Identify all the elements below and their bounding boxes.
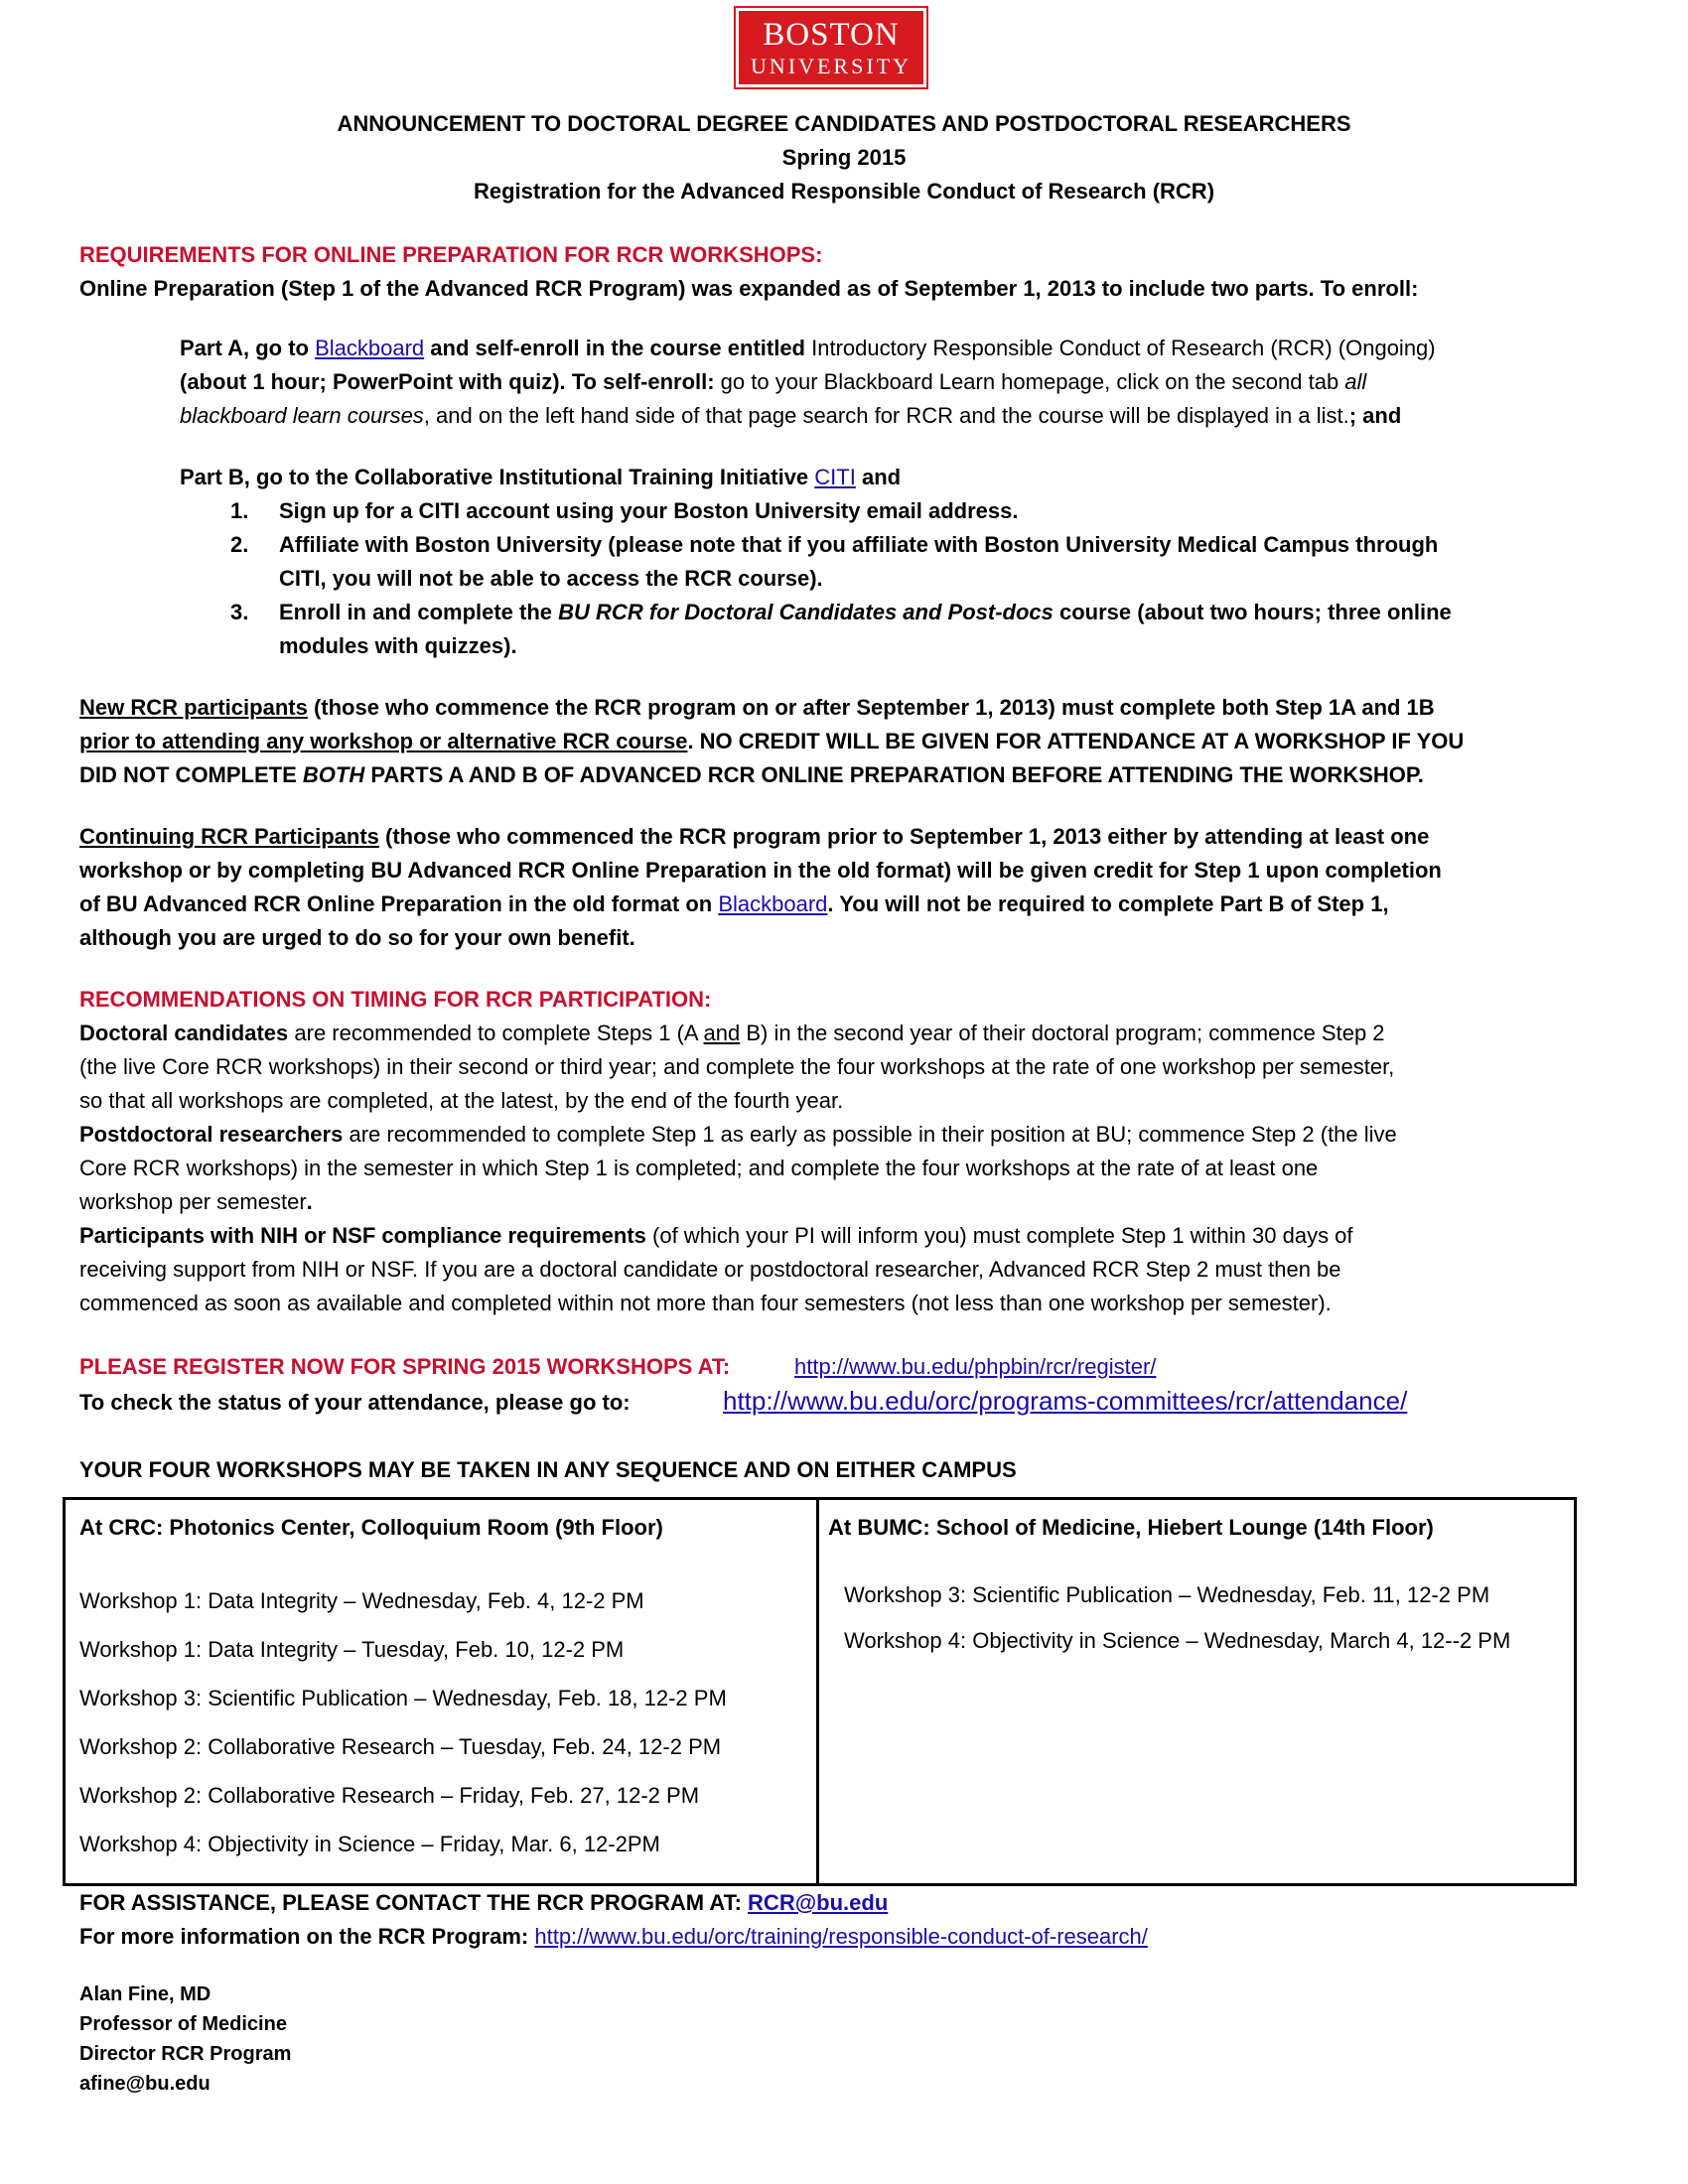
doctoral-and: and	[703, 1021, 741, 1045]
part-a-line1	[180, 332, 1436, 365]
registration-title: Registration for the Advanced Responsible Conduct of Research (RCR)	[473, 179, 1215, 204]
postdoc-line1	[79, 1118, 1397, 1152]
part-a-instructions: go to your Blackboard Learn homepage, click on the second tab	[714, 369, 1345, 394]
new-participants-line1	[79, 691, 1435, 725]
continuing-line2: workshop or by completing BU Advanced RCR Online Preparation in the old format) will be given credit for Step 1 upon completion	[79, 858, 1442, 883]
part-b-and: and	[855, 465, 902, 489]
logo-line1: BOSTON	[763, 16, 900, 53]
new-participants-did-not: DID NOT COMPLETE	[79, 762, 303, 787]
signer-title: Professor of Medicine	[79, 2013, 287, 2035]
part-b-line1	[180, 461, 901, 494]
register-link[interactable]: http://www.bu.edu/phpbin/rcr/register/	[794, 1354, 1157, 1379]
postdoc-label: Postdoctoral researchers	[79, 1122, 344, 1147]
signer-email: afine@bu.edu	[79, 2073, 211, 2095]
step-3-text-line1	[279, 596, 1452, 629]
bumc-location: At BUMC: School of Medicine, Hiebert Lounge (14th Floor)	[828, 1515, 1434, 1540]
step-3-course: BU RCR for Doctoral Candidates and Post-docs	[558, 600, 1054, 624]
nih-line2: receiving support from NIH or NSF. If you are a doctoral candidate or postdoctoral researcher, Advanced RCR Step 2 must then be	[79, 1257, 1341, 1282]
step-number: 3.	[230, 600, 249, 624]
new-participants-parts: PARTS A AND B OF ADVANCED RCR ONLINE PREPARATION BEFORE ATTENDING THE WORKSHOP.	[364, 762, 1424, 787]
continuing-not-required: . You will not be required to complete Part B of Step 1,	[827, 891, 1389, 916]
step-3-enroll: Enroll in and complete the	[279, 600, 559, 624]
continuing-old-format: of BU Advanced RCR Online Preparation in the old format on	[79, 891, 719, 916]
postdoc-period: .	[306, 1189, 313, 1214]
nih-text: (of which your PI will inform you) must complete Step 1 within 30 days of	[645, 1223, 1353, 1248]
part-a-label: Part A, go to	[180, 336, 316, 360]
crc-workshop-item: Workshop 1: Data Integrity – Tuesday, Feb. 10, 12-2 PM	[79, 1637, 625, 1662]
attendance-label: To check the status of your attendance, please go to:	[79, 1390, 631, 1415]
doctoral-text-b: B) in the second year of their doctoral program; commence Step 2	[740, 1021, 1385, 1045]
new-participants-text: (those who commence the RCR program on or after September 1, 2013) must complete both Step 1A and 1B	[307, 695, 1435, 720]
postdoc-line3	[79, 1185, 313, 1219]
more-info-line	[79, 1920, 1148, 1954]
crc-workshop-item: Workshop 4: Objectivity in Science – Friday, Mar. 6, 12-2PM	[79, 1832, 660, 1856]
rcr-email-link[interactable]: RCR@bu.edu	[748, 1890, 889, 1915]
part-a-and: ; and	[1348, 403, 1402, 428]
new-participants-label: New RCR participants	[79, 695, 308, 720]
assistance-line	[79, 1886, 888, 1920]
blackboard-link-2[interactable]: Blackboard	[718, 891, 828, 916]
step-number: 1.	[230, 498, 249, 523]
step-2-text-line2: CITI, you will not be able to access the RCR course).	[279, 566, 823, 591]
crc-location: At CRC: Photonics Center, Colloquium Room (9th Floor)	[79, 1515, 663, 1540]
crc-workshop-item: Workshop 2: Collaborative Research – Friday, Feb. 27, 12-2 PM	[79, 1783, 700, 1808]
requirements-heading: REQUIREMENTS FOR ONLINE PREPARATION FOR RCR WORKSHOPS:	[79, 242, 823, 267]
new-participants-prior: prior to attending any workshop or alternative RCR course	[79, 729, 688, 753]
new-participants-line3	[79, 758, 1424, 792]
continuing-text: (those who commenced the RCR program prior to September 1, 2013 either by attending at least one	[378, 824, 1430, 849]
continuing-label: Continuing RCR Participants	[79, 824, 379, 849]
new-participants-both: BOTH	[302, 762, 365, 787]
nih-line1	[79, 1219, 1353, 1253]
step-2-text-line1: Affiliate with Boston University (please note that if you affiliate with Boston University Medical Campus through	[279, 532, 1439, 557]
table-divider	[816, 1497, 819, 1886]
step-1-text: Sign up for a CITI account using your Boston University email address.	[279, 498, 1019, 523]
part-a-self-enroll: and self-enroll in the course entitled	[424, 336, 805, 360]
new-participants-line2	[79, 725, 1464, 758]
nih-line3: commenced as soon as available and completed within not more than four semesters (not less than one workshop per semester).	[79, 1291, 1332, 1315]
logo-line2: UNIVERSITY	[751, 53, 912, 78]
signer-name: Alan Fine, MD	[79, 1983, 211, 2005]
semester-title: Spring 2015	[781, 145, 907, 170]
new-participants-no-credit: . NO CREDIT WILL BE GIVEN FOR ATTENDANCE AT A WORKSHOP IF YOU	[687, 729, 1465, 753]
step-3-duration: course (about two hours; three online	[1053, 600, 1452, 624]
doctoral-text-a: are recommended to complete Steps 1 (A	[288, 1021, 704, 1045]
step-3-text-line2: modules with quizzes).	[279, 633, 517, 658]
announcement-title: ANNOUNCEMENT TO DOCTORAL DEGREE CANDIDATES AND POSTDOCTORAL RESEARCHERS	[337, 111, 1351, 136]
part-a-tab-name: blackboard learn courses	[180, 403, 424, 428]
bumc-workshop-item: Workshop 3: Scientific Publication – Wednesday, Feb. 11, 12-2 PM	[844, 1582, 1490, 1607]
postdoc-text: are recommended to complete Step 1 as early as possible in their position at BU; commence Step 2 (the live	[343, 1122, 1397, 1147]
blackboard-link[interactable]: Blackboard	[315, 336, 425, 360]
crc-workshop-item: Workshop 1: Data Integrity – Wednesday, Feb. 4, 12-2 PM	[79, 1588, 644, 1613]
workshops-heading: YOUR FOUR WORKSHOPS MAY BE TAKEN IN ANY SEQUENCE AND ON EITHER CAMPUS	[79, 1457, 1017, 1482]
part-a-all: all	[1344, 369, 1367, 394]
crc-workshop-item: Workshop 2: Collaborative Research – Tuesday, Feb. 24, 12-2 PM	[79, 1734, 722, 1759]
crc-workshop-item: Workshop 3: Scientific Publication – Wednesday, Feb. 18, 12-2 PM	[79, 1686, 727, 1710]
more-info-label: For more information on the RCR Program:	[79, 1924, 535, 1949]
part-b-label: Part B, go to the Collaborative Institutional Training Initiative	[180, 465, 815, 489]
doctoral-line2: (the live Core RCR workshops) in their second or third year; and complete the four workshops at the rate of one workshop per semester,	[79, 1054, 1395, 1079]
postdoc-per-semester: workshop per semester	[79, 1189, 307, 1214]
part-a-search: , and on the left hand side of that page search for RCR and the course will be displayed in a list.	[423, 403, 1349, 428]
citi-link[interactable]: CITI	[814, 465, 856, 489]
bumc-workshop-item: Workshop 4: Objectivity in Science – Wednesday, March 4, 12--2 PM	[844, 1628, 1511, 1653]
part-a-course-name: Introductory Responsible Conduct of Research (RCR) (Ongoing)	[805, 336, 1436, 360]
requirements-intro: Online Preparation (Step 1 of the Advanced RCR Program) was expanded as of September 1, 2013 to include two parts. To enroll:	[79, 276, 1419, 301]
part-a-line2	[180, 365, 1366, 399]
signer-role: Director RCR Program	[79, 2043, 292, 2065]
rcr-program-link[interactable]: http://www.bu.edu/orc/training/responsible-conduct-of-research/	[534, 1924, 1148, 1949]
attendance-link[interactable]: http://www.bu.edu/orc/programs-committees/rcr/attendance/	[723, 1386, 1408, 1416]
doctoral-line1	[79, 1017, 1385, 1050]
continuing-line4: although you are urged to do so for your own benefit.	[79, 925, 635, 950]
doctoral-label: Doctoral candidates	[79, 1021, 289, 1045]
part-a-line3	[180, 399, 1401, 433]
assistance-label: FOR ASSISTANCE, PLEASE CONTACT THE RCR PROGRAM AT:	[79, 1890, 749, 1915]
doctoral-line3: so that all workshops are completed, at the latest, by the end of the fourth year.	[79, 1088, 844, 1113]
recommendations-heading: RECOMMENDATIONS ON TIMING FOR RCR PARTICIPATION:	[79, 987, 712, 1012]
part-a-duration: (about 1 hour; PowerPoint with quiz). To self-enroll:	[180, 369, 715, 394]
nih-label: Participants with NIH or NSF compliance requirements	[79, 1223, 646, 1248]
register-label: PLEASE REGISTER NOW FOR SPRING 2015 WORKSHOPS AT:	[79, 1354, 731, 1379]
step-number: 2.	[230, 532, 249, 557]
postdoc-line2: Core RCR workshops) in the semester in which Step 1 is completed; and complete the four workshops at the rate of at least one	[79, 1156, 1319, 1180]
continuing-line3	[79, 887, 1389, 921]
boston-university-logo	[736, 8, 926, 87]
continuing-line1	[79, 820, 1429, 854]
